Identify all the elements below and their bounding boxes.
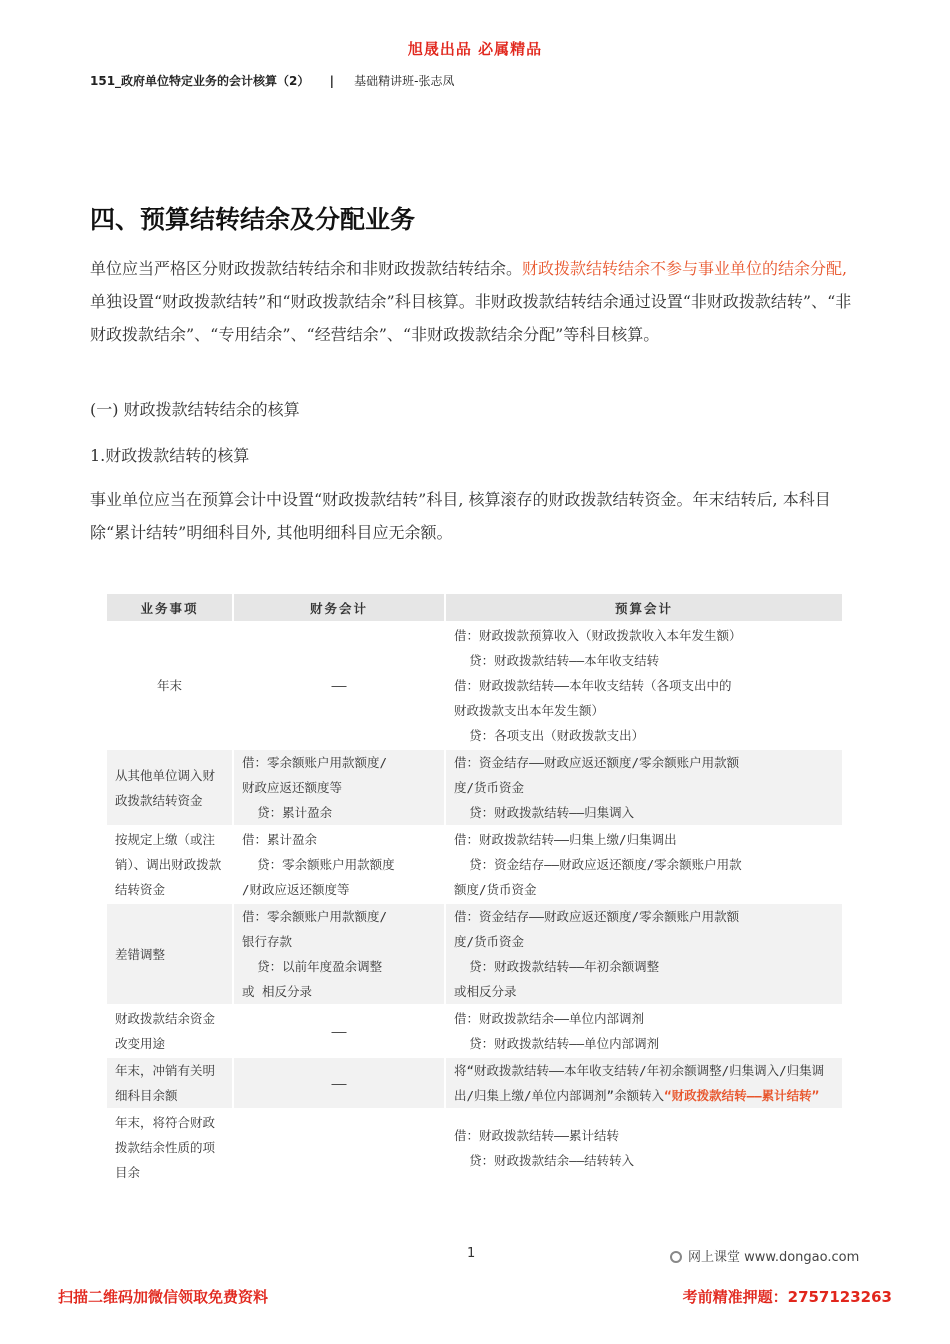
row-budget (445, 622, 843, 749)
row-financial (233, 1057, 445, 1109)
entry-line: 贷：财政拨款结转——归集调入 (454, 805, 635, 820)
brand-banner: 旭晟出品 必属精品 (407, 40, 543, 58)
entry-text: 将“财政拨款结转——本年收支结转/年初余额调整/归集调入/归集调出/归集上缴/单位内部调剂”余额转入 (454, 1063, 825, 1103)
header-item: 业务事项 (107, 594, 233, 622)
entry-line: 财政拨款支出本年发生额） (454, 703, 605, 718)
table-row (107, 749, 843, 826)
entry-line: /财政应返还额度等 (242, 882, 350, 897)
entry-line: 贷：零余额账户用款额度 (242, 857, 395, 872)
row-budget (445, 1005, 843, 1057)
row-financial (233, 1109, 445, 1185)
entry-line: 财政应返还额度等 (242, 780, 343, 795)
row-budget (445, 903, 843, 1005)
entry-line: 贷：财政拨款结转——单位内部调剂 (454, 1036, 660, 1051)
row-budget (445, 826, 843, 903)
row-item: 年末 (107, 622, 233, 749)
entry-line: —— (331, 678, 347, 693)
entry-line: 借：财政拨款结转——累计结转 (454, 1127, 620, 1143)
table-row (107, 622, 843, 749)
row-item: 按规定上缴（或注销）、调出财政拨款结转资金 (107, 826, 233, 903)
entry-line: 贷：财政拨款结转——本年收支结转 (454, 653, 660, 668)
entry-line: 或相反分录 (454, 984, 517, 999)
accounting-table (107, 594, 844, 1185)
entry-line: 借：财政拨款结转——本年收支结转（各项支出中的 (454, 678, 732, 693)
page-number: 1 (467, 1246, 476, 1261)
intro-text-b: 单独设置“财政拨款结转”和“财政拨款结余”科目核算。非财政拨款结转结余通过设置“非财政拨款结转”、“非财政拨款结余”、“专用结余”、“经营结余”、“非财政拨款结余分配”等科目核算。 (90, 292, 852, 344)
entry-line: 贷：财政拨款结余——结转转入 (454, 1152, 635, 1168)
entry-line: 借：零余额账户用款额度/ (242, 909, 388, 924)
entry-line: 贷：累计盈余 (242, 805, 333, 820)
site-link[interactable] (670, 1246, 859, 1265)
entry-line: 借：资金结存——财政应返还额度/零余额账户用款额 (454, 909, 740, 924)
row-item: 年末，将符合财政拨款结余性质的项目余 (107, 1109, 233, 1185)
subheading-2: 1.财政拨款结转的核算 (90, 446, 250, 465)
site-logo-icon (670, 1251, 682, 1263)
entry-line: 或 相反分录 (242, 984, 313, 999)
table-header-row (107, 594, 843, 622)
entry-line: 贷：以前年度盈余调整 (242, 959, 383, 974)
entry-line: 借：财政拨款结余——单位内部调剂 (454, 1011, 645, 1026)
header-budget: 预算会计 (445, 594, 843, 622)
entry-line: 借：累计盈余 (242, 832, 318, 847)
entry-line: 度/货币资金 (454, 934, 525, 949)
course-title: 151_政府单位特定业务的会计核算（2） (90, 74, 310, 88)
table-row (107, 826, 843, 903)
table-row (107, 1005, 843, 1057)
header-separator: | (329, 74, 334, 88)
footer-promo-right: 考前精准押题：2757123263 (682, 1288, 892, 1306)
body-paragraph: 事业单位应当在预算会计中设置“财政拨款结转”科目, 核算滚存的财政拨款结转资金。年末结转后, 本科目除“累计结转”明细科目外, 其他明细科目应无余额。 (90, 490, 831, 542)
intro-text-a: 单位应当严格区分财政拨款结转结余和非财政拨款结转结余。 (90, 259, 523, 278)
header-financial: 财务会计 (233, 594, 445, 622)
course-header (90, 72, 455, 89)
footer-promo-left: 扫描二维码加微信领取免费资料 (58, 1288, 269, 1306)
entry-line: 额度/货币资金 (454, 882, 537, 897)
intro-paragraph (90, 252, 862, 351)
entry-line: 借：财政拨款结转——归集上缴/归集调出 (454, 832, 677, 847)
entry-line: 贷：财政拨款结转——年初余额调整 (454, 959, 660, 974)
row-item: 年末，冲销有关明细科目余额 (107, 1057, 233, 1109)
entry-line: 借：零余额账户用款额度/ (242, 755, 388, 770)
entry-line: 度/货币资金 (454, 780, 525, 795)
entry-line: —— (331, 1023, 347, 1039)
entry-line: 银行存款 (242, 934, 293, 949)
row-budget (445, 1109, 843, 1185)
entry-line: 贷：资金结存——财政应返还额度/零余额账户用款 (454, 857, 742, 872)
intro-highlight: 财政拨款结转结余不参与事业单位的结余分配, (522, 259, 848, 278)
section-heading: 四、预算结转结余及分配业务 (90, 205, 416, 234)
row-financial (233, 1005, 445, 1057)
row-budget (445, 749, 843, 826)
entry-line: 贷：各项支出（财政拨款支出） (454, 728, 645, 743)
row-item: 差错调整 (107, 903, 233, 1005)
table-row (107, 903, 843, 1005)
entry-line: 借：资金结存——财政应返还额度/零余额账户用款额 (454, 755, 740, 770)
row-budget (445, 1057, 843, 1109)
subheading-1: (一) 财政拨款结转结余的核算 (90, 400, 300, 419)
row-financial (233, 903, 445, 1005)
row-financial (233, 622, 445, 749)
table-row (107, 1057, 843, 1109)
row-financial (233, 749, 445, 826)
table-row (107, 1109, 843, 1185)
row-item: 从其他单位调入财政拨款结转资金 (107, 749, 233, 826)
entry-line: —— (331, 1075, 347, 1091)
course-instructor: 基础精讲班-张志凤 (354, 74, 455, 88)
entry-highlight: “财政拨款结转——累计结转” (664, 1088, 820, 1103)
row-financial (233, 826, 445, 903)
entry-line: 借：财政拨款预算收入（财政拨款收入本年发生额） (454, 628, 742, 643)
site-text: 网上课堂 www.dongao.com (688, 1250, 860, 1265)
row-item: 财政拨款结余资金改变用途 (107, 1005, 233, 1057)
